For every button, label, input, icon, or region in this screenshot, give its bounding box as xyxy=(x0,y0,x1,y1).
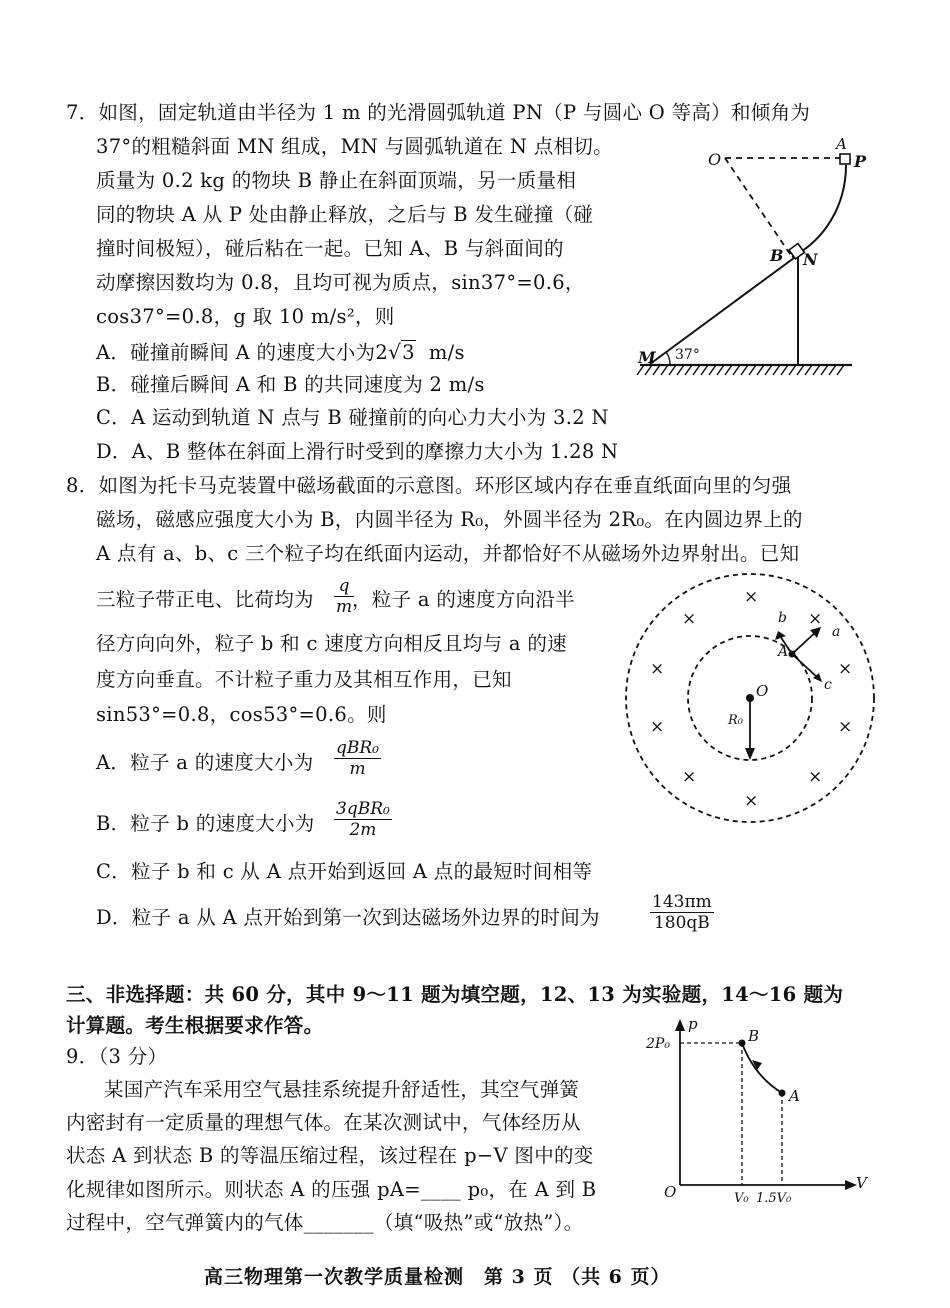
q8-option-a-fraction xyxy=(334,738,381,779)
q8-line-4-suffix: ，粒子 a 的速度方向沿半 xyxy=(352,588,575,611)
field-cross-mark: × xyxy=(682,609,697,629)
label-b: B xyxy=(770,246,784,265)
q9-heading: 9．（3 分） xyxy=(66,1045,168,1068)
label-n: N xyxy=(803,250,818,269)
q7-line-4: 同的物块 A 从 P 处由静止释放，之后与 B 发生碰撞（碰 xyxy=(96,203,594,226)
incline-mn xyxy=(650,255,798,364)
q7-option-a-unit: m/s xyxy=(428,341,465,364)
point-b xyxy=(739,1040,746,1047)
q7-line-7: cos37°=0.8，g 取 10 m/s²，则 xyxy=(96,305,395,328)
hatch-mark xyxy=(693,365,700,375)
label-a-point: A xyxy=(778,644,789,660)
q9-line-3: 状态 A 到状态 B 的等温压缩过程，该过程在 p−V 图中的变 xyxy=(66,1144,594,1167)
hatch-mark xyxy=(797,365,804,375)
hatch-mark xyxy=(789,365,796,375)
q8-line-7: sin53°=0.8，cos53°=0.6。则 xyxy=(96,703,387,726)
label-o: O xyxy=(756,682,769,700)
label-v0: V₀ xyxy=(734,1191,749,1206)
page-footer: 高三物理第一次教学质量检测 第 3 页 （共 6 页） xyxy=(204,1266,671,1288)
hatch-mark xyxy=(813,365,820,375)
fraction-denominator: m xyxy=(349,759,366,779)
hatch-mark xyxy=(765,365,772,375)
q8-line-5: 径方向向外，粒子 b 和 c 速度方向相反且均与 a 的速 xyxy=(96,632,567,655)
sqrt-symbol: √ xyxy=(388,340,402,364)
radius-arrowhead xyxy=(745,748,755,760)
q8-option-c: C．粒子 b 和 c 从 A 点开始到返回 A 点的最短时间相等 xyxy=(96,860,593,883)
hatch-mark xyxy=(821,365,828,375)
q7-line-3: 质量为 0.2 kg 的物块 B 静止在斜面顶端，另一质量相 xyxy=(96,169,577,192)
hatch-mark xyxy=(701,365,708,375)
q8-option-b-fraction xyxy=(334,799,392,840)
label-v-axis: V xyxy=(856,1174,867,1192)
hatch-mark xyxy=(733,365,740,375)
section-3-heading-line-2: 计算题。考生根据要求作答。 xyxy=(66,1014,324,1037)
label-2p0: 2P₀ xyxy=(646,1036,670,1052)
q8-line-2: 磁场，磁感应强度大小为 B，内圆半径为 R₀，外圆半径为 2R₀。在内圆边界上的 xyxy=(96,508,803,531)
hatch-mark xyxy=(685,365,692,375)
field-cross-mark: × xyxy=(744,587,759,607)
q7-option-a xyxy=(96,340,465,365)
q7-line-2: 37°的粗糙斜面 MN 组成，MN 与圆弧轨道在 N 点相切。 xyxy=(96,135,613,158)
q7-option-c: C．A 运动到轨道 N 点与 B 碰撞前的向心力大小为 3.2 N xyxy=(96,406,609,429)
hatch-mark xyxy=(837,365,844,375)
arc-track-pn xyxy=(792,165,846,257)
fraction-denominator: m xyxy=(336,597,353,617)
label-r0: R₀ xyxy=(728,713,743,728)
hatch-mark xyxy=(773,365,780,375)
p-axis-arrowhead xyxy=(675,1019,685,1031)
q7-line-5: 撞时间极短），碰后粘在一起。已知 A、B 与斜面间的 xyxy=(96,237,564,260)
q9-line-2: 内密封有一定质量的理想气体。在某次测试中，气体经历从 xyxy=(66,1111,581,1134)
field-cross-mark: × xyxy=(682,767,697,787)
q9-pv-graph xyxy=(644,1015,874,1215)
q7-option-a-radicand: 3 xyxy=(402,341,415,364)
q8-option-d-text: D．粒子 a 从 A 点开始到第一次到达磁场外边界的时间为 xyxy=(96,906,600,929)
label-b-velocity: b xyxy=(778,610,787,626)
q7-line-6: 动摩擦因数均为 0.8，且均可视为质点，sin37°=0.6， xyxy=(96,271,585,294)
angle-arc xyxy=(666,352,670,364)
field-cross-mark: × xyxy=(650,659,665,679)
label-b: B xyxy=(748,1027,760,1045)
hatch-mark xyxy=(677,365,684,375)
label-a: A xyxy=(789,1087,800,1105)
q8-line-1: 8．如图为托卡马克装置中磁场截面的示意图。环形区域内存在垂直纸面向里的匀强 xyxy=(66,474,792,497)
hatch-mark xyxy=(741,365,748,375)
q7-line-1: 7．如图，固定轨道由半径为 1 m 的光滑圆弧轨道 PN（P 与圆心 O 等高）和倾角为 xyxy=(66,101,811,124)
q7-option-a-coef: 2 xyxy=(375,341,389,364)
label-m: M xyxy=(638,348,656,367)
q9-line-5: 过程中，空气弹簧内的气体_______（填“吸热”或“放热”）。 xyxy=(66,1211,584,1234)
fraction-numerator: q xyxy=(334,576,354,597)
q7-option-a-text: A．碰撞前瞬间 A 的速度大小为 xyxy=(96,341,376,364)
label-a-velocity: a xyxy=(832,624,841,640)
field-cross-mark: × xyxy=(838,659,853,679)
dashed-line-on xyxy=(725,158,792,257)
velocity-b-arrowhead xyxy=(775,631,786,640)
hatch-mark xyxy=(717,365,724,375)
hatch-mark xyxy=(669,365,676,375)
q8-line-4-prefix: 三粒子带正电、比荷均为 xyxy=(96,588,314,611)
fraction-numerator: 3qBR₀ xyxy=(336,799,390,819)
block-a xyxy=(840,154,850,164)
label-p-axis: p xyxy=(688,1015,698,1033)
fraction-numerator: 143πm xyxy=(652,892,712,912)
section-3-heading-line-1: 三、非选择题：共 60 分，其中 9～11 题为填空题，12、13 为实验题，14～16 题为 xyxy=(66,983,844,1006)
q8-line-6: 度方向垂直。不计粒子重力及其相互作用，已知 xyxy=(96,668,512,691)
hatch-mark xyxy=(709,365,716,375)
q8-option-a-text: A．粒子 a 的速度大小为 xyxy=(96,751,314,774)
hatch-mark xyxy=(829,365,836,375)
label-angle: 37° xyxy=(675,347,700,363)
fraction-denominator: 180qB xyxy=(653,913,710,933)
fraction-denominator: 2m xyxy=(349,820,377,840)
hatch-mark xyxy=(749,365,756,375)
q8-line-3: A 点有 a、b、c 三个粒子均在纸面内运动，并都恰好不从磁场外边界射出。已知 xyxy=(96,542,800,565)
q7-option-b: B．碰撞后瞬间 A 和 B 的共同速度为 2 m/s xyxy=(96,373,485,396)
label-p: P xyxy=(854,152,867,171)
label-o: O xyxy=(708,150,722,169)
velocity-c xyxy=(792,654,818,678)
hatch-mark xyxy=(805,365,812,375)
hatch-mark xyxy=(781,365,788,375)
q8-option-d-fraction xyxy=(650,892,714,933)
hatch-mark xyxy=(661,365,668,375)
point-a xyxy=(779,1090,786,1097)
label-origin: O xyxy=(664,1183,677,1201)
fraction-numerator: qBR₀ xyxy=(336,738,379,758)
field-cross-mark: × xyxy=(808,767,823,787)
hatch-mark xyxy=(757,365,764,375)
isotherm-curve xyxy=(742,1043,782,1093)
field-cross-mark: × xyxy=(808,609,823,629)
q7-option-d: D．A、B 整体在斜面上滑行时受到的摩擦力大小为 1.28 N xyxy=(96,440,619,463)
label-c-velocity: c xyxy=(824,677,832,693)
field-cross-mark: × xyxy=(744,791,759,811)
ground-hatching xyxy=(637,365,844,375)
q8-figure xyxy=(620,570,880,830)
q9-line-4: 化规律如图所示。则状态 A 的压强 pA=____ p₀，在 A 到 B xyxy=(66,1178,597,1201)
field-cross-mark: × xyxy=(650,717,665,737)
label-a: A xyxy=(836,135,847,153)
hatch-mark xyxy=(725,365,732,375)
field-cross-mark: × xyxy=(838,717,853,737)
q9-line-1: 某国产汽车采用空气悬挂系统提升舒适性，其空气弹簧 xyxy=(104,1078,580,1101)
label-1p5v0: 1.5V₀ xyxy=(756,1191,792,1206)
q7-figure xyxy=(620,135,880,385)
q8-option-b-text: B．粒子 b 的速度大小为 xyxy=(96,812,315,835)
